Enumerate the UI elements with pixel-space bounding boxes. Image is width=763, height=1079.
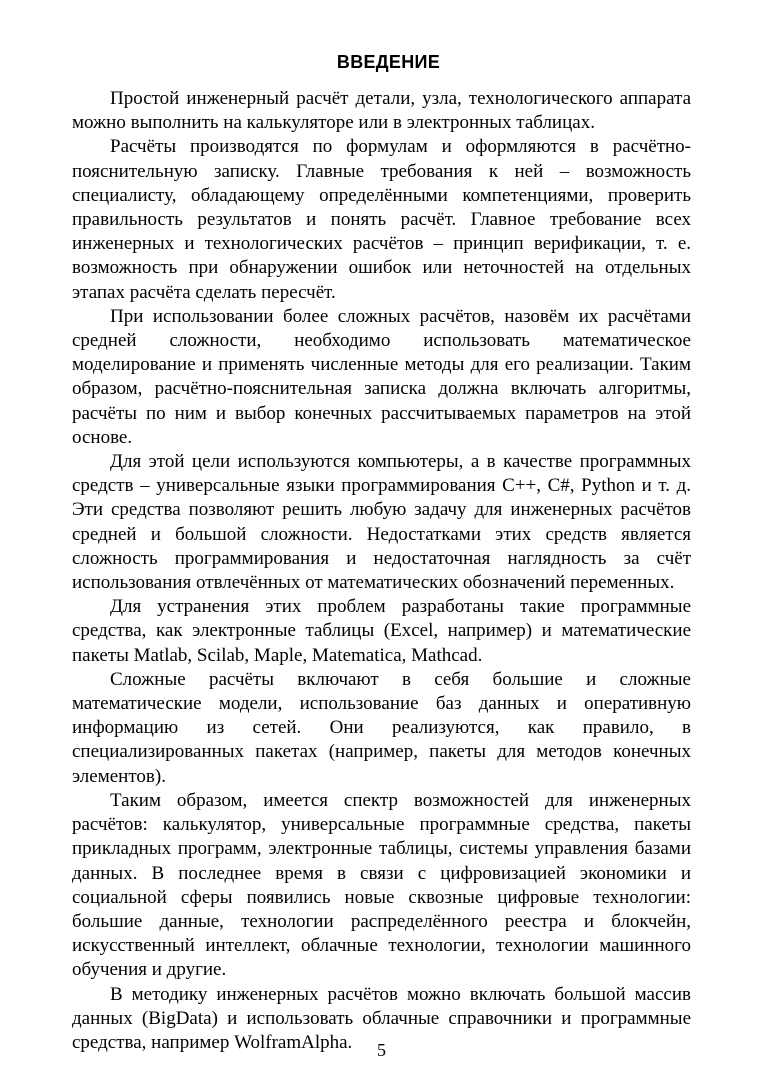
paragraph-2: Расчёты производятся по формулам и оформляются в расчётно-пояснительную записку. Главные требования к ней – возможность специалисту, обладающему определёнными компетенциями, проверить правильность результатов и понять расчёт. Главное требование всех инженерных и технологических расчётов – принцип верификации, т. е. возможность при обнаружении ошибок или неточностей на отдельных этапах расчёта сделать пересчёт. bbox=[72, 136, 691, 303]
paragraph-4: Для этой цели используются компьютеры, а в качестве программных средств – универсальные языки программирования С++, С#, Python и т. д. Эти средства позволяют решить любую задачу для инженерных расчётов средней и большой сложности. Недостатками этих средств является сложность программирования и недостаточная наглядность за счёт использования отвлечённых от математических обозначений переменных. bbox=[72, 451, 691, 594]
page-body bbox=[72, 52, 691, 1055]
page-title: ВВЕДЕНИЕ bbox=[336, 52, 441, 72]
page-number: 5 bbox=[377, 1040, 386, 1060]
paragraph-8: В методику инженерных расчётов можно включать большой массив данных (BigData) и использовать облачные справочники и программные средства, например WolframAlpha. bbox=[72, 983, 691, 1053]
paragraph-7: Таким образом, имеется спектр возможностей для инженерных расчётов: калькулятор, универсальные программные средства, пакеты прикладных программ, электронные таблицы, системы управления базами данных. В последнее время в связи с цифровизацией экономики и социальной сферы появились новые сквозные цифровые технологии: большие данные, технологии распределённого реестра и блокчейн, искусственный интеллект, облачные технологии, технологии машинного обучения и другие. bbox=[72, 789, 691, 981]
paragraph-3: При использовании более сложных расчётов, назовём их расчётами средней сложности, необходимо использовать математическое моделирование и применять численные методы для его реализации. Таким образом, расчётно-пояснительная записка должна включать алгоритмы, расчёты по ним и выбор конечных рассчитываемых параметров на этой основе. bbox=[72, 305, 691, 448]
paragraph-6: Сложные расчёты включают в себя большие и сложные математические модели, использование баз данных и оперативную информацию из сетей. Они реализуются, как правило, в специализированных пакетах (например, пакеты для методов конечных элементов). bbox=[72, 668, 691, 787]
paragraph-5: Для устранения этих проблем разработаны такие программные средства, как электронные таблицы (Excel, например) и математические пакеты Matlab, Scilab, Maple, Matematica, Mathcad. bbox=[72, 596, 691, 666]
paragraph-1: Простой инженерный расчёт детали, узла, технологического аппарата можно выполнить на калькуляторе или в электронных таблицах. bbox=[72, 88, 691, 134]
